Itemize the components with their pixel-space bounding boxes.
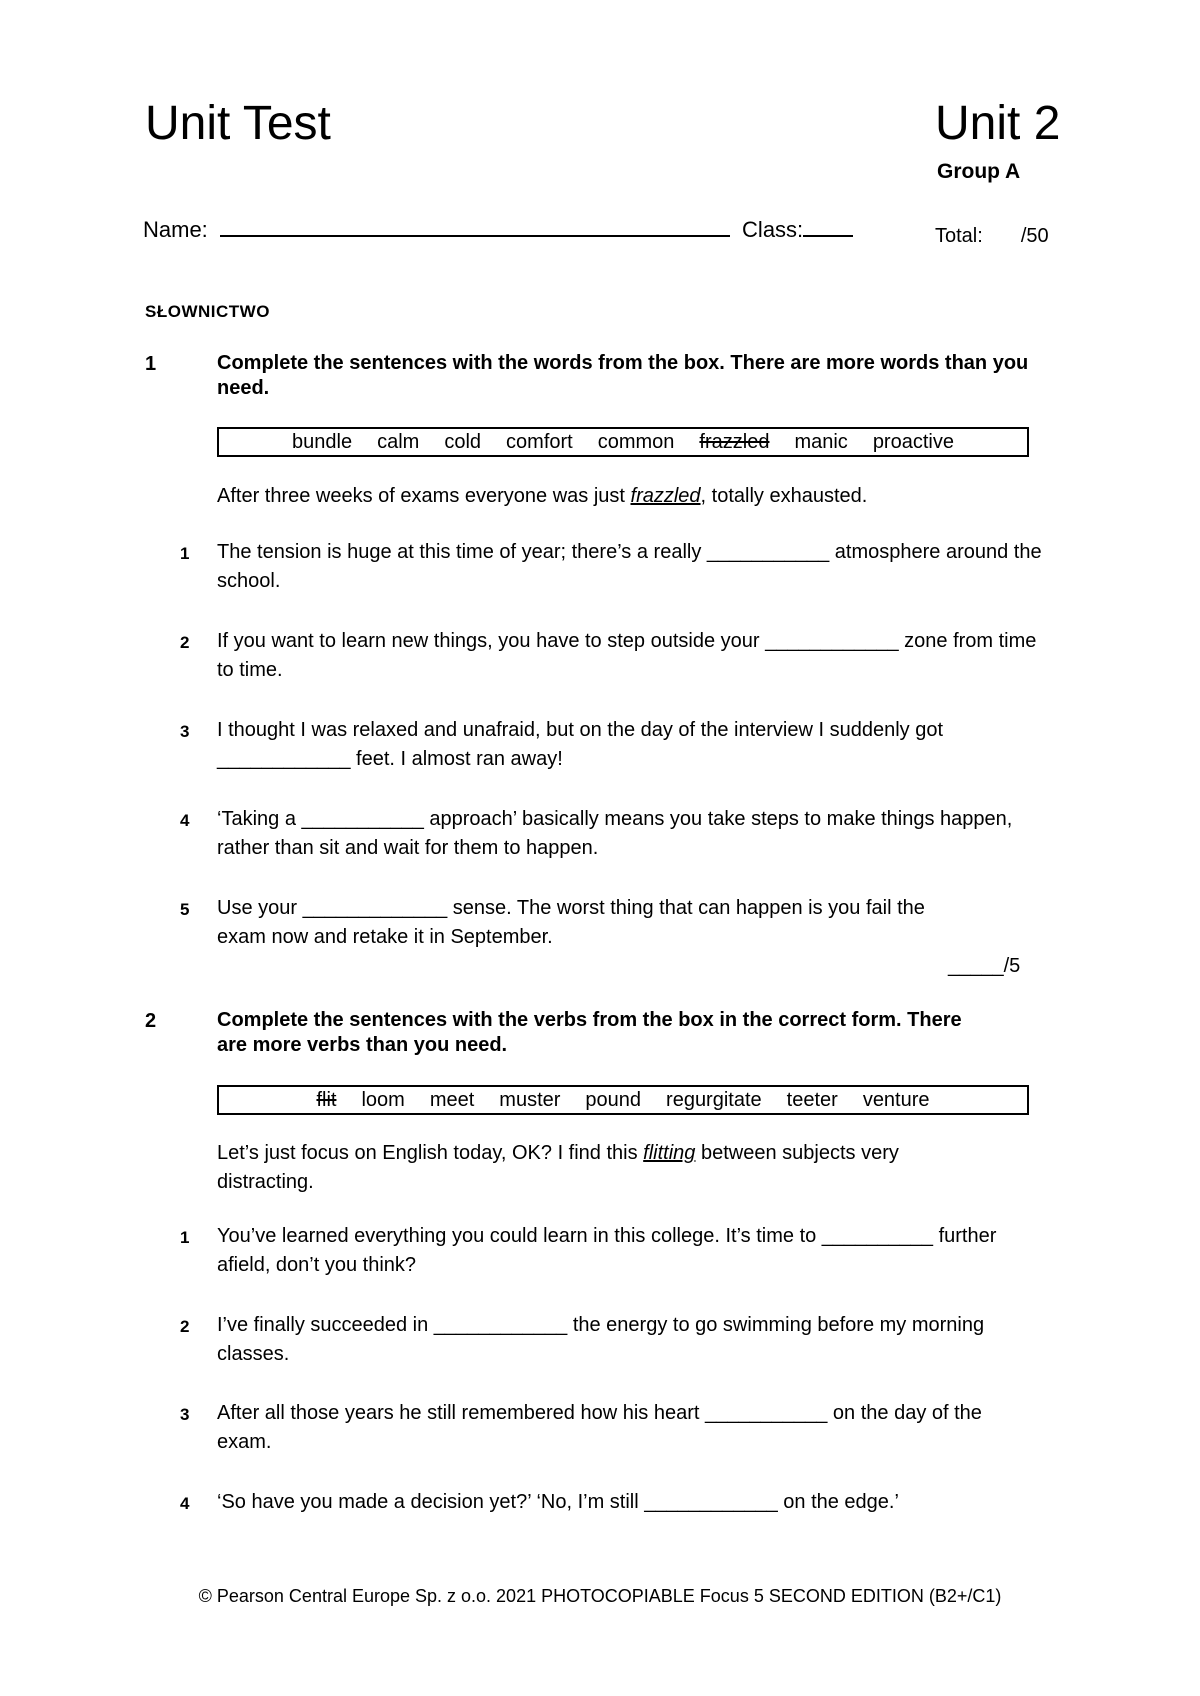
word-box-item: muster [499,1088,561,1111]
total-max: /50 [1020,225,1049,247]
item-number: 1 [180,544,190,563]
name-field[interactable] [220,215,730,237]
item-number: 5 [180,900,190,919]
group-label: Group A [937,160,1021,183]
example-sentence [217,1139,997,1197]
item-text: After all those years he still remembered how his heart ___________ on the day of the exam. [217,1402,982,1453]
name-label: Name: [143,217,208,242]
example-answer: frazzled [630,485,701,507]
word-box-item: cold [444,430,482,453]
word-box-item-used: flit [316,1088,337,1111]
example-text: After three weeks of exams everyone was just [217,485,631,507]
page-title: Unit Test [145,97,331,150]
example-sentence [217,482,1047,511]
name-class-row [143,215,853,243]
exercise-score: _____/5 [948,955,1021,977]
section-heading: SŁOWNICTWO [145,302,270,321]
footer-copyright: © Pearson Central Europe Sp. z o.o. 2021 PHOTOCOPIABLE Focus 5 SECOND EDITION (B2+/C1) [198,1586,1002,1606]
example-text: between subjects very distracting. [217,1142,899,1193]
item-text: ‘So have you made a decision yet?’ ‘No, I’m still ____________ on the edge.’ [217,1491,899,1513]
word-box-item: common [597,430,675,453]
word-box-item: calm [377,430,420,453]
word-box-item: meet [429,1088,475,1111]
class-field[interactable] [803,215,853,237]
word-box-item: proactive [872,430,954,453]
item-text: If you want to learn new things, you have to step outside your ____________ zone from time to time. [217,630,1037,681]
exercise-number: 2 [145,1010,157,1032]
exercise-instruction: Complete the sentences with the verbs from the box in the correct form. There are more verbs than you need. [217,1009,962,1056]
word-box [217,1085,1029,1115]
class-label: Class: [742,217,804,242]
item-text: You’ve learned everything you could learn in this college. It’s time to __________ further afield, don’t you think? [217,1225,997,1276]
word-box-item: teeter [786,1088,838,1111]
example-text: , totally exhausted. [700,485,868,507]
total-label: Total: [935,225,983,247]
item-text: ‘Taking a ___________ approach’ basically means you take steps to make things happen, rather than sit and wait for them to happen. [217,808,1013,859]
item-number: 4 [180,811,190,830]
item-number: 1 [180,1228,190,1247]
item-number: 3 [180,1405,190,1424]
word-box-item: manic [794,430,848,453]
item-text: The tension is huge at this time of year; there’s a really ___________ atmosphere around the school. [217,541,1042,592]
item-number: 2 [180,1317,190,1336]
item-number: 4 [180,1494,190,1513]
exercise-instruction: Complete the sentences with the words from the box. There are more words than you need. [217,352,1029,399]
total-score [935,225,1049,248]
word-box-item: pound [585,1088,642,1111]
word-box-item: bundle [292,430,353,453]
item-text: I thought I was relaxed and unafraid, but on the day of the interview I suddenly got ____________ feet. I almost ran away! [217,719,944,770]
example-text: Let’s just focus on English today, OK? I find this [217,1142,644,1164]
item-number: 2 [180,633,190,652]
item-text: Use your _____________ sense. The worst thing that can happen is you fail the exam now and retake it in September. [217,897,925,948]
word-box-item: loom [361,1088,405,1111]
example-answer: flitting [643,1142,696,1164]
unit-label: Unit 2 [935,97,1061,150]
word-box-item: venture [862,1088,930,1111]
item-text: I’ve finally succeeded in ____________ the energy to go swimming before my morning classes. [217,1314,985,1365]
word-box-item: comfort [506,430,573,453]
exercise-number: 1 [145,353,157,375]
word-box-item: regurgitate [666,1088,762,1111]
word-box-item-used: frazzled [699,430,770,453]
item-number: 3 [180,722,190,741]
word-box [217,427,1029,457]
